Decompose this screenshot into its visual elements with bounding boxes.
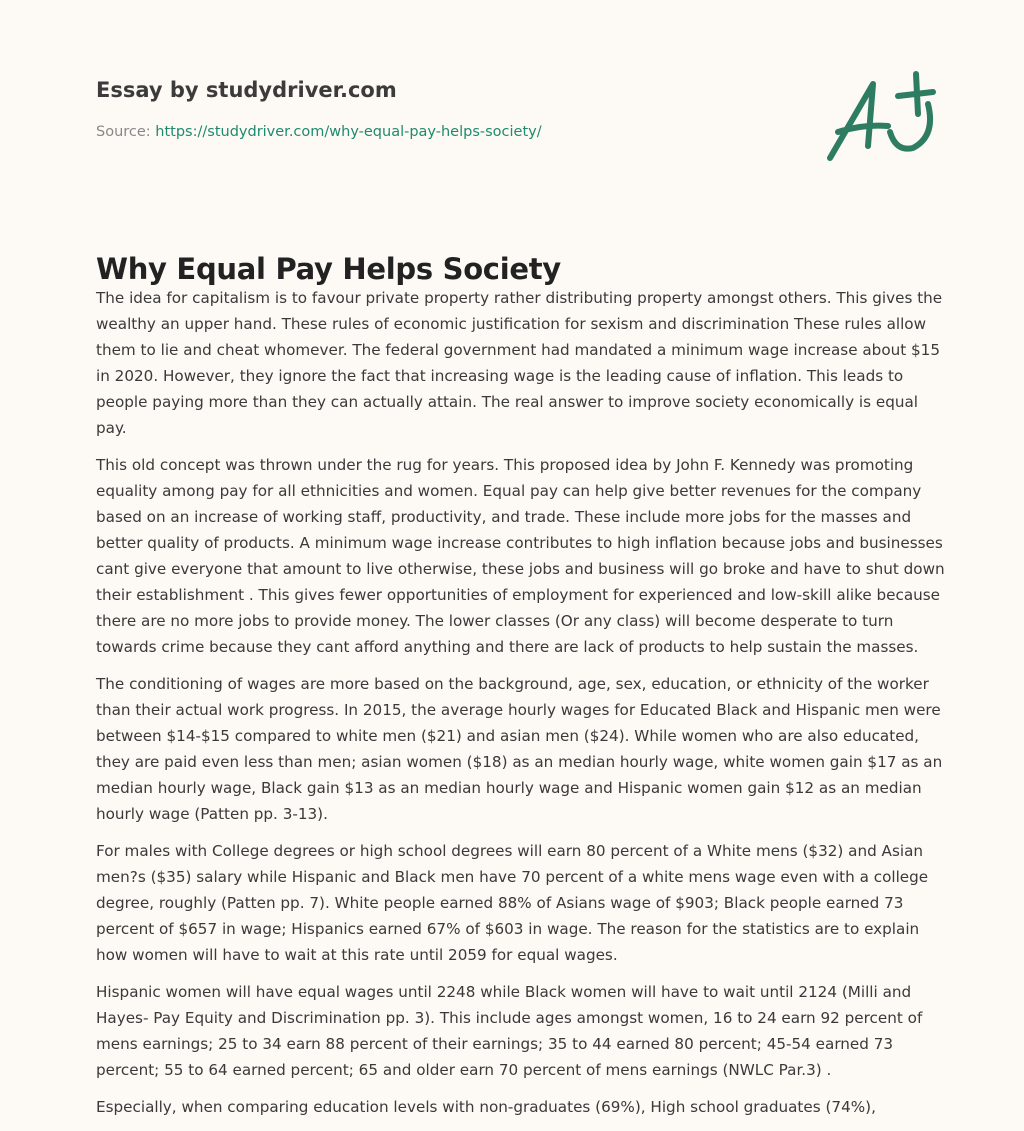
paragraph: This old concept was thrown under the rug for years. This proposed idea by John F. Kennedy was promoting equality among pay for all ethnicities and women. Equal pay can help give better revenues for the company based on an increase of working staff, productivity, and trade. These include more jobs for the masses and better quality of products. A minimum wage increase contributes to high inflation because jobs and businesses cant give everyone that amount to live otherwise, these jobs and business will go broke and have to shut down their establishment . This gives fewer opportunities of employment for experienced and low-skill alike because there are no more jobs to provide money. The lower classes (Or any class) will become desperate to turn towards crime because they cant afford anything and there are lack of products to help sustain the masses. — [96, 456, 945, 656]
article-body — [96, 285, 946, 1131]
article-title: Why Equal Pay Helps Society — [96, 252, 561, 286]
source-label: Source: — [96, 124, 151, 140]
paragraph: For males with College degrees or high school degrees will earn 80 percent of a White mens ($32) and Asian men?s ($35) salary while Hispanic and Black men have 70 percent of a white mens wage even with a college degree, roughly (Patten pp. 7). White people earned 88% of Asians wage of $903; Black people earned 73 percent of $657 in wage; Hispanics earned 67% of $603 in wage. The reason for the statistics are to explain how women will have to wait at this rate until 2059 for equal wages. — [96, 842, 929, 964]
source-link[interactable]: https://studydriver.com/why-equal-pay-helps-society/ — [155, 124, 542, 140]
source-line — [96, 124, 542, 140]
paragraph: The conditioning of wages are more based on the background, age, sex, education, or ethnicity of the worker than their actual work progress. In 2015, the average hourly wages for Educated Black and Hispanic men were between $14-$15 compared to white men ($21) and asian men ($24). While women who are also educated, they are paid even less than men; asian women ($18) as an median hourly wage, white women gain $17 as an median hourly wage, Black gain $13 as an median hourly wage and Hispanic women gain $12 as an median hourly wage (Patten pp. 3-13). — [96, 675, 943, 823]
site-brand: Essay by studydriver.com — [96, 78, 397, 102]
paragraph: Hispanic women will have equal wages until 2248 while Black women will have to wait until 2124 (Milli and Hayes- Pay Equity and Discrimination pp. 3). This include ages amongst women, 16 to 24 earn 92 percent of mens earnings; 25 to 34 earn 88 percent of their earnings; 35 to 44 earned 80 percent; 45-54 earned 73 percent; 55 to 64 earned percent; 65 and older earn 70 percent of mens earnings (NWLC Par.3) . — [96, 983, 923, 1079]
paragraph: Especially, when comparing education levels with non-graduates (69%), High school graduates (74%), — [96, 1098, 876, 1116]
a-plus-logo-icon — [818, 66, 938, 166]
paragraph: The idea for capitalism is to favour private property rather distributing property amongst others. This gives the wealthy an upper hand. These rules of economic justification for sexism and discrimination These rules allow them to lie and cheat whomever. The federal government had mandated a minimum wage increase about $15 in 2020. However, they ignore the fact that increasing wage is the leading cause of inflation. This leads to people paying more than they can actually attain. The real answer to improve society economically is equal pay. — [96, 289, 943, 437]
